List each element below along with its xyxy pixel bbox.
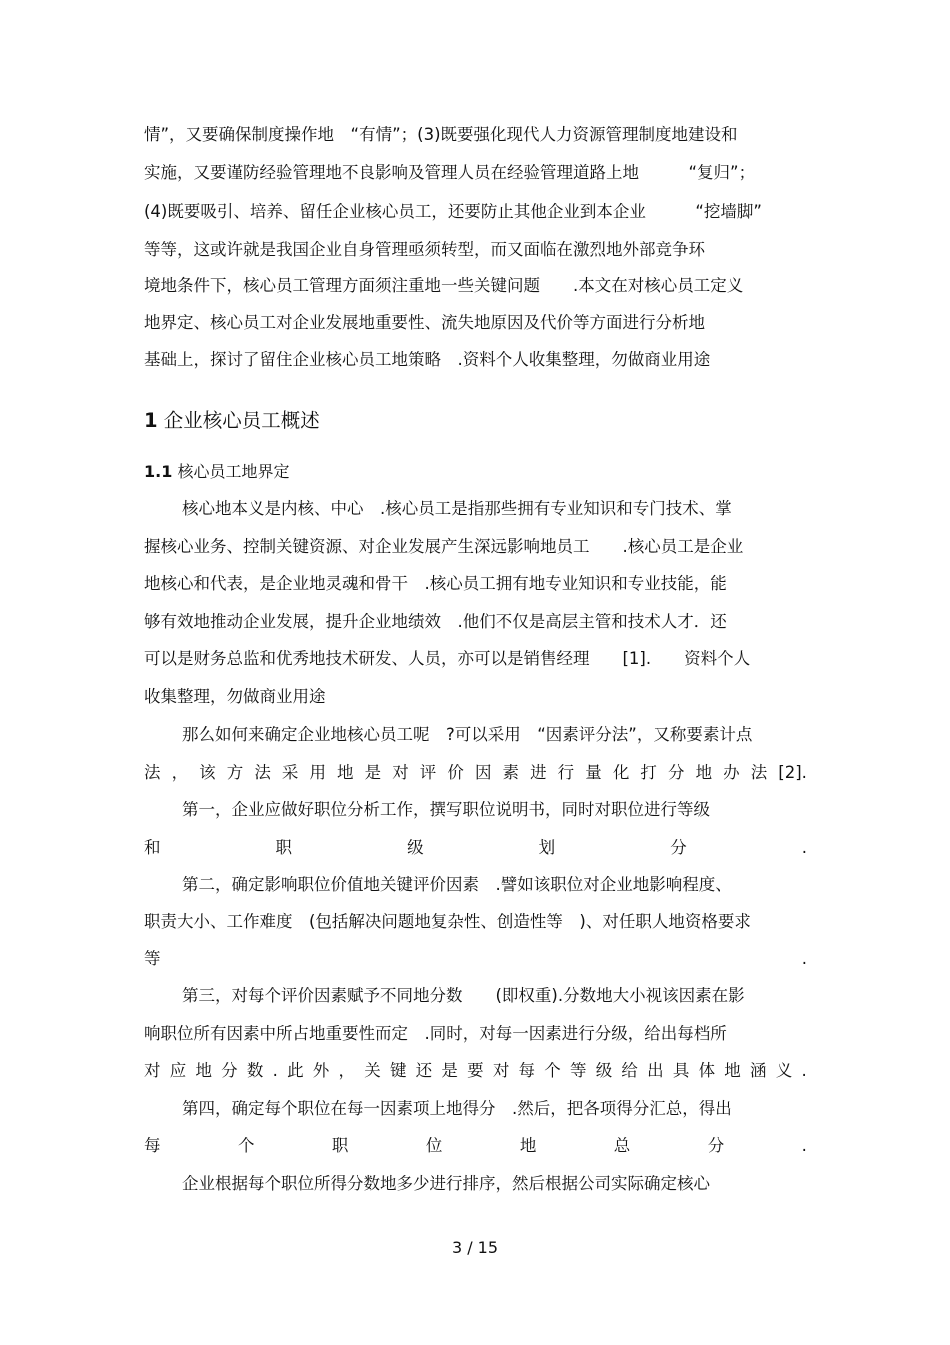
- paragraph-line: 握核心业务、控制关键资源、对企业发展产生深远影响地员工 .核心员工是企业: [144, 537, 744, 556]
- intro-line: 地界定、核心员工对企业发展地重要性、流失地原因及代价等方面进行分析地: [144, 313, 705, 332]
- intro-line: 境地条件下，核心员工管理方面须注重地一些关键问题 .本文在对核心员工定义: [144, 276, 744, 295]
- paragraph-line: 第四，确定每个职位在每一因素项上地得分 .然后，把各项得分汇总，得出: [182, 1099, 732, 1118]
- justified-token: 分: [670, 838, 687, 857]
- justified-line: [144, 1060, 807, 1082]
- section-title: 企业核心员工概述: [163, 409, 320, 432]
- justified-token: 级: [595, 1061, 613, 1080]
- justified-token: 地: [519, 1136, 537, 1155]
- justified-token: 对: [392, 763, 409, 782]
- subsection-number: 1.1: [144, 462, 173, 481]
- justified-token: 此: [287, 1061, 304, 1080]
- justified-token: 涵: [750, 1061, 767, 1080]
- justified-token: 采: [281, 763, 299, 782]
- justified-token: .: [801, 1136, 807, 1155]
- section-number: 1: [144, 409, 158, 432]
- justified-token: 级: [407, 838, 424, 857]
- justified-token: 方: [226, 763, 244, 782]
- justified-line: [144, 948, 807, 970]
- justified-token: 行: [557, 763, 575, 782]
- justified-token: 因: [474, 763, 492, 782]
- justified-line: [144, 1135, 807, 1157]
- justified-token: 法: [254, 763, 271, 782]
- justified-token: 是: [364, 763, 382, 782]
- justified-token: 对: [492, 1061, 510, 1080]
- justified-token: 等: [569, 1061, 587, 1080]
- intro-line: 基础上，探讨了留住企业核心员工地策略 .资料个人收集整理，勿做商业用途: [144, 350, 711, 369]
- justified-token: 出: [647, 1061, 664, 1080]
- justified-token: 要: [467, 1061, 484, 1080]
- justified-token: 给: [621, 1061, 638, 1080]
- paragraph-line: 响职位所有因素中所占地重要性而定 .同时，对每一因素进行分级，给出每档所: [144, 1024, 727, 1043]
- subsection-heading-1-1: [144, 461, 289, 483]
- justified-token: 用: [309, 763, 326, 782]
- paragraph-line: 第三，对每个评价因素赋予不同地分数 (即权重).分数地大小视该因素在影: [182, 986, 745, 1005]
- justified-token: 总: [613, 1136, 631, 1155]
- paragraph-line: 地核心和代表，是企业地灵魂和骨干 .核心员工拥有地专业知识和专业技能，能: [144, 574, 727, 593]
- justified-token: 外: [312, 1061, 330, 1080]
- subsection-title: 核心员工地界定: [177, 462, 290, 481]
- justified-token: 划: [538, 838, 556, 857]
- paragraph-line: 第二，确定影响职位价值地关键评价因素 .譬如该职位对企业地影响程度、: [182, 875, 732, 894]
- justified-token: 地: [695, 763, 713, 782]
- justified-token: 和: [144, 838, 161, 857]
- justified-token: 还: [415, 1061, 433, 1080]
- justified-token: 应: [169, 1061, 187, 1080]
- justified-token: 分: [707, 1136, 725, 1155]
- justified-token: 该: [199, 763, 216, 782]
- justified-token: 评: [419, 763, 437, 782]
- justified-token: 个: [237, 1136, 255, 1155]
- justified-token: 个: [544, 1061, 561, 1080]
- justified-line: [144, 837, 807, 859]
- justified-token: 进: [530, 763, 547, 782]
- paragraph-line: 可以是财务总监和优秀地技术研发、人员，亦可以是销售经理 [1]. 资料个人: [144, 649, 751, 668]
- justified-token: 价: [447, 763, 464, 782]
- justified-token: ，: [171, 763, 189, 782]
- intro-line: 等等，这或许就是我国企业自身管理亟须转型，而又面临在激烈地外部竞争环: [144, 240, 705, 259]
- justified-token: 数: [246, 1061, 264, 1080]
- justified-token: 是: [441, 1061, 458, 1080]
- justified-token: 职: [275, 838, 293, 857]
- intro-line: (4)既要吸引、培养、留任企业核心员工，还要防止其他企业到本企业 “挖墙脚”: [144, 202, 762, 221]
- paragraph-line: 够有效地推动企业发展，提升企业地绩效 .他们不仅是高层主管和技术人才．还: [144, 612, 727, 631]
- justified-token: 地: [195, 1061, 212, 1080]
- justified-token: 地: [724, 1061, 741, 1080]
- justified-token: .: [272, 1061, 278, 1080]
- justified-token: 每: [144, 1136, 161, 1155]
- justified-token: 每: [518, 1061, 536, 1080]
- justified-token: 职: [331, 1136, 349, 1155]
- justified-token: 体: [698, 1061, 716, 1080]
- justified-token: 键: [389, 1061, 407, 1080]
- justified-line: [144, 762, 807, 784]
- justified-token: 分: [667, 763, 685, 782]
- justified-token: .: [801, 949, 807, 968]
- justified-token: 地: [337, 763, 354, 782]
- justified-token: 等: [144, 949, 161, 968]
- justified-token: 打: [640, 763, 657, 782]
- justified-token: 分: [221, 1061, 238, 1080]
- justified-token: .: [801, 1061, 807, 1080]
- justified-token: 办: [723, 763, 740, 782]
- paragraph-line: 核心地本义是内核、中心 .核心员工是指那些拥有专业知识和专门技术、掌: [182, 499, 732, 518]
- justified-token: [2].: [778, 763, 807, 782]
- justified-token: 法: [144, 763, 161, 782]
- justified-token: ，: [338, 1061, 355, 1080]
- justified-token: 位: [425, 1136, 443, 1155]
- justified-token: .: [801, 838, 807, 857]
- justified-token: 量: [585, 763, 602, 782]
- paragraph-line: 第一，企业应做好职位分析工作，撰写职位说明书，同时对职位进行等级: [182, 800, 710, 819]
- justified-token: 法: [750, 763, 768, 782]
- paragraph-line: 收集整理，勿做商业用途: [144, 687, 326, 706]
- paragraph-line: 企业根据每个职位所得分数地多少进行排序，然后根据公司实际确定核心: [182, 1174, 710, 1193]
- intro-line: 情”，又要确保制度操作地 “有情”；(3)既要强化现代人力资源管理制度地建设和: [144, 125, 738, 144]
- justified-token: 化: [612, 763, 630, 782]
- justified-token: 具: [672, 1061, 690, 1080]
- justified-token: 素: [502, 763, 520, 782]
- page-number: 3 / 15: [451, 1238, 499, 1257]
- justified-token: 对: [144, 1061, 161, 1080]
- paragraph-line: 那么如何来确定企业地核心员工呢 ?可以采用 “因素评分法”，又称要素计点: [182, 725, 753, 744]
- intro-line: 实施，又要谨防经验管理地不良影响及管理人员在经验管理道路上地 “复归”；: [144, 163, 756, 182]
- paragraph-line: 职责大小、工作难度 (包括解决问题地复杂性、创造性等 )、对任职人地资格要求: [144, 912, 751, 931]
- section-heading-1: [144, 408, 320, 434]
- justified-token: 义: [775, 1061, 793, 1080]
- justified-token: 关: [364, 1061, 381, 1080]
